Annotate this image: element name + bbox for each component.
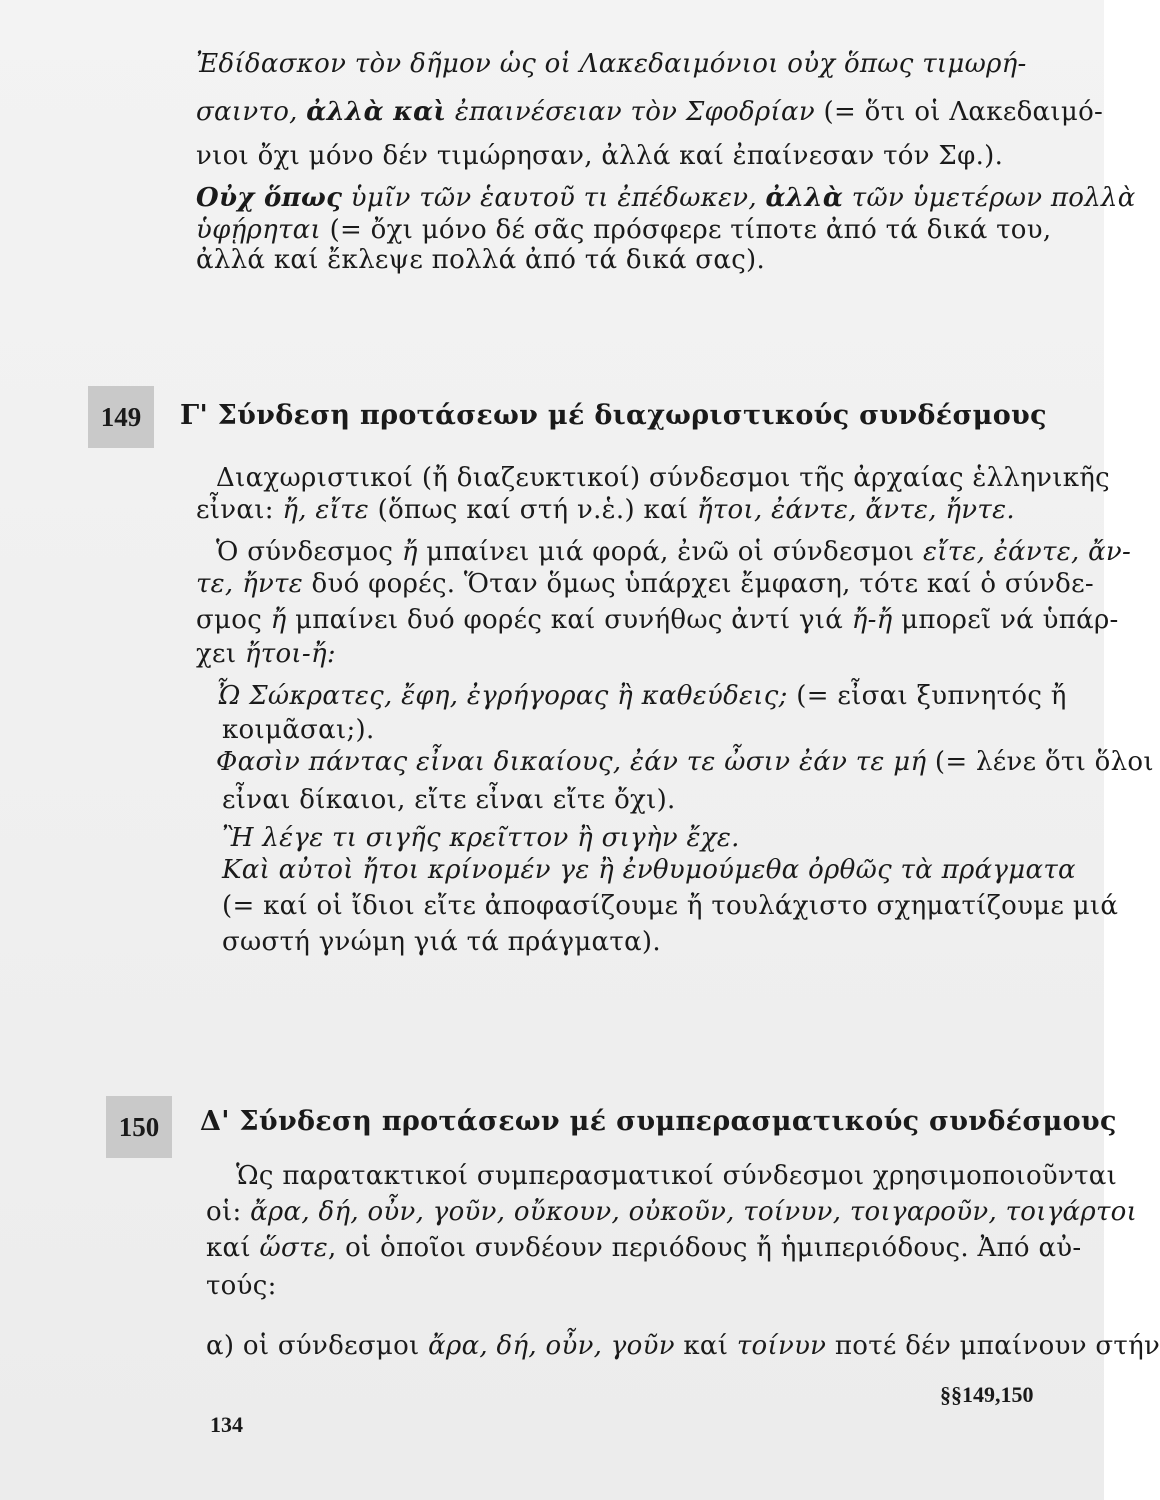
text-line: Ὁ σύνδεσμος ἤ μπαίνει μιά φορά, ἐνῶ οἱ σύνδεσμοι εἴτε, ἐάντε, ἄν- xyxy=(216,537,1132,567)
text-line: σμος ἤ μπαίνει δυό φορές καί συνήθως ἀντί γιά ἤ-ἤ μπορεῖ νά ὑπάρ- xyxy=(196,605,1119,635)
text-line: Ἐδίδασκον τὸν δῆμον ὡς οἱ Λακεδαιμόνιοι οὐχ ὅπως τιμωρή- xyxy=(196,49,1027,79)
example-line: εἶναι δίκαιοι, εἴτε εἶναι εἴτε ὄχι). xyxy=(222,785,676,815)
example-line: σωστή γνώμη γιά τά πράγματα). xyxy=(222,927,661,957)
example-line: κοιμᾶσαι;). xyxy=(222,715,375,745)
section-heading-149: Γ' Σύνδεση προτάσεων μέ διαχωριστικούς συνδέσμους xyxy=(180,400,1047,431)
text-line: τούς: xyxy=(206,1271,277,1301)
text-line: ὑφῄρηται (= ὄχι μόνο δέ σᾶς πρόσφερε τίποτε ἀπό τά δικά του, xyxy=(196,215,1052,245)
page-number: 134 xyxy=(210,1412,243,1437)
section-reference: §§149,150 xyxy=(940,1382,1034,1407)
example-line: Ὦ Σώκρατες, ἔφη, ἐγρήγορας ἢ καθεύδεις; (= εἶσαι ξυπνητός ἤ xyxy=(216,681,1067,711)
text-line: τε, ἤντε δυό φορές. Ὅταν ὅμως ὑπάρχει ἔμφαση, τότε καί ὁ σύνδε- xyxy=(196,569,1094,599)
section-number-149: 149 xyxy=(88,386,154,448)
text-line: ἀλλά καί ἔκλεψε πολλά ἀπό τά δικά σας). xyxy=(196,245,766,275)
text-line: χει ἤτοι-ἤ: xyxy=(196,639,336,669)
text-line: α) οἱ σύνδεσμοι ἄρα, δή, οὖν, γοῦν καί τοίνυν ποτέ δέν μπαίνουν στήν xyxy=(206,1331,1160,1361)
text-line: Διαχωριστικοί (ἤ διαζευκτικοί) σύνδεσμοι τῆς ἀρχαίας ἑλληνικῆς xyxy=(216,463,1110,493)
text-line: εἶναι: ἤ, εἴτε (ὅπως καί στή ν.ἑ.) καί ἤτοι, ἐάντε, ἄντε, ἤντε. xyxy=(196,495,1015,525)
section-heading-150: Δ' Σύνδεση προτάσεων μέ συμπερασματικούς συνδέσμους xyxy=(200,1106,1117,1137)
text-line: σαιντο, ἀλλὰ καὶ ἐπαινέσειαν τὸν Σφοδρίαν (= ὅτι οἱ Λακεδαιμό- xyxy=(196,97,1104,127)
example-line: Ἢ λέγε τι σιγῆς κρεῖττον ἢ σιγὴν ἔχε. xyxy=(222,823,740,853)
text-line: Ὡς παρατακτικοί συμπερασματικοί σύνδεσμοι χρησιμοποιοῦνται xyxy=(236,1161,1118,1191)
text-line: καί ὥστε, οἱ ὁποῖοι συνδέουν περιόδους ἤ ἡμιπεριόδους. Ἀπό αὐ- xyxy=(206,1233,1082,1263)
example-line: Καὶ αὐτοὶ ἤτοι κρίνομέν γε ἢ ἐνθυμούμεθα ὀρθῶς τὰ πράγματα xyxy=(222,855,1076,885)
example-line: Φασὶν πάντας εἶναι δικαίους, ἐάν τε ὦσιν ἐάν τε μή (= λένε ὅτι ὅλοι xyxy=(216,747,1154,777)
example-line: (= καί οἱ ἴδιοι εἴτε ἀποφασίζουμε ἤ τουλάχιστο σχηματίζουμε μιά xyxy=(222,891,1119,921)
text-line: Οὐχ ὅπως ὑμῖν τῶν ἑαυτοῦ τι ἐπέδωκεν, ἀλλὰ τῶν ὑμετέρων πολλὰ xyxy=(196,183,1136,213)
text-line: νιοι ὄχι μόνο δέν τιμώρησαν, ἀλλά καί ἐπαίνεσαν τόν Σφ.). xyxy=(196,141,1004,171)
section-number-150: 150 xyxy=(106,1096,172,1158)
text-line: οἱ: ἄρα, δή, οὖν, γοῦν, οὔκουν, οὐκοῦν, τοίνυν, τοιγαροῦν, τοιγάρτοι xyxy=(206,1197,1138,1227)
